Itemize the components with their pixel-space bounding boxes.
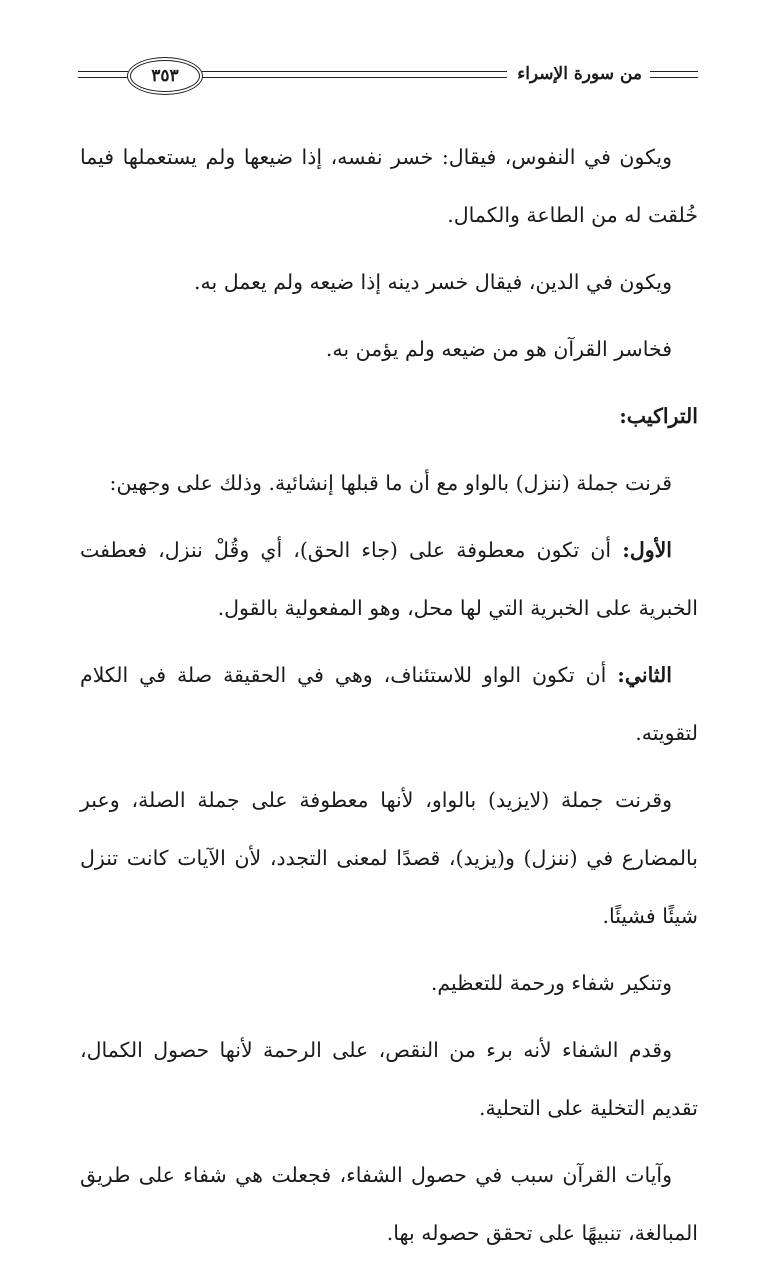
header-rule-right-bottom: [650, 77, 698, 78]
header-rule-left-top: [78, 71, 128, 72]
paragraph-5-label: الأول:: [622, 538, 672, 562]
paragraph-4: قرنت جملة (ننزل) بالواو مع أن ما قبلها إنشائية. وذلك على وجهين:: [109, 471, 672, 495]
paragraph-3: فخاسر القرآن هو من ضيعه ولم يؤمن به.: [325, 337, 672, 361]
header-rule-middle-bottom: [202, 77, 507, 78]
page-number: ٣٥٣: [130, 60, 200, 92]
paragraph-7: وقرنت جملة (لايزيد) بالواو، لأنها معطوفة على جملة الصلة، وعبر بالمضارع في (ننزل) و(يزيد)، قصدًا لمعنى التجدد، لأن الآيات كانت تنزل شيئًا فشيئًا.: [80, 788, 698, 928]
paragraph-6-label: الثاني:: [617, 663, 672, 687]
paragraph-9: وقدم الشفاء لأنه برء من النقص، على الرحمة لأنها حصول الكمال، تقديم التخلية على التحلية.: [80, 1038, 698, 1120]
page-header: [78, 58, 698, 98]
paragraph-5-text: أن تكون معطوفة على (جاء الحق)، أي وقُلْ ننزل، فعطفت الخبرية على الخبرية التي لها محل، وهو المفعولية بالقول.: [80, 538, 698, 620]
header-rule-right-top: [650, 71, 698, 72]
paragraph-8: وتنكير شفاء ورحمة للتعظيم.: [430, 971, 672, 995]
surah-title: من سورة الإسراء: [517, 64, 642, 84]
section-heading: التراكيب:: [619, 404, 698, 428]
page-body: [80, 128, 698, 1271]
header-rule-left-bottom: [78, 77, 128, 78]
paragraph-6: [80, 646, 698, 762]
paragraph-10: وآيات القرآن سبب في حصول الشفاء، فجعلت هي شفاء على طريق المبالغة، تنبيهًا على تحقق حصوله بها.: [80, 1163, 698, 1245]
paragraph-1: ويكون في النفوس، فيقال: خسر نفسه، إذا ضيعها ولم يستعملها فيما خُلقت له من الطاعة والكمال.: [80, 145, 698, 227]
paragraph-6-text: أن تكون الواو للاستئناف، وهي في الحقيقة صلة في الكلام لتقويته.: [80, 663, 698, 745]
header-rule-middle-top: [202, 71, 507, 72]
paragraph-5: [80, 521, 698, 637]
paragraph-2: ويكون في الدين، فيقال خسر دينه إذا ضيعه ولم يعمل به.: [194, 270, 672, 294]
